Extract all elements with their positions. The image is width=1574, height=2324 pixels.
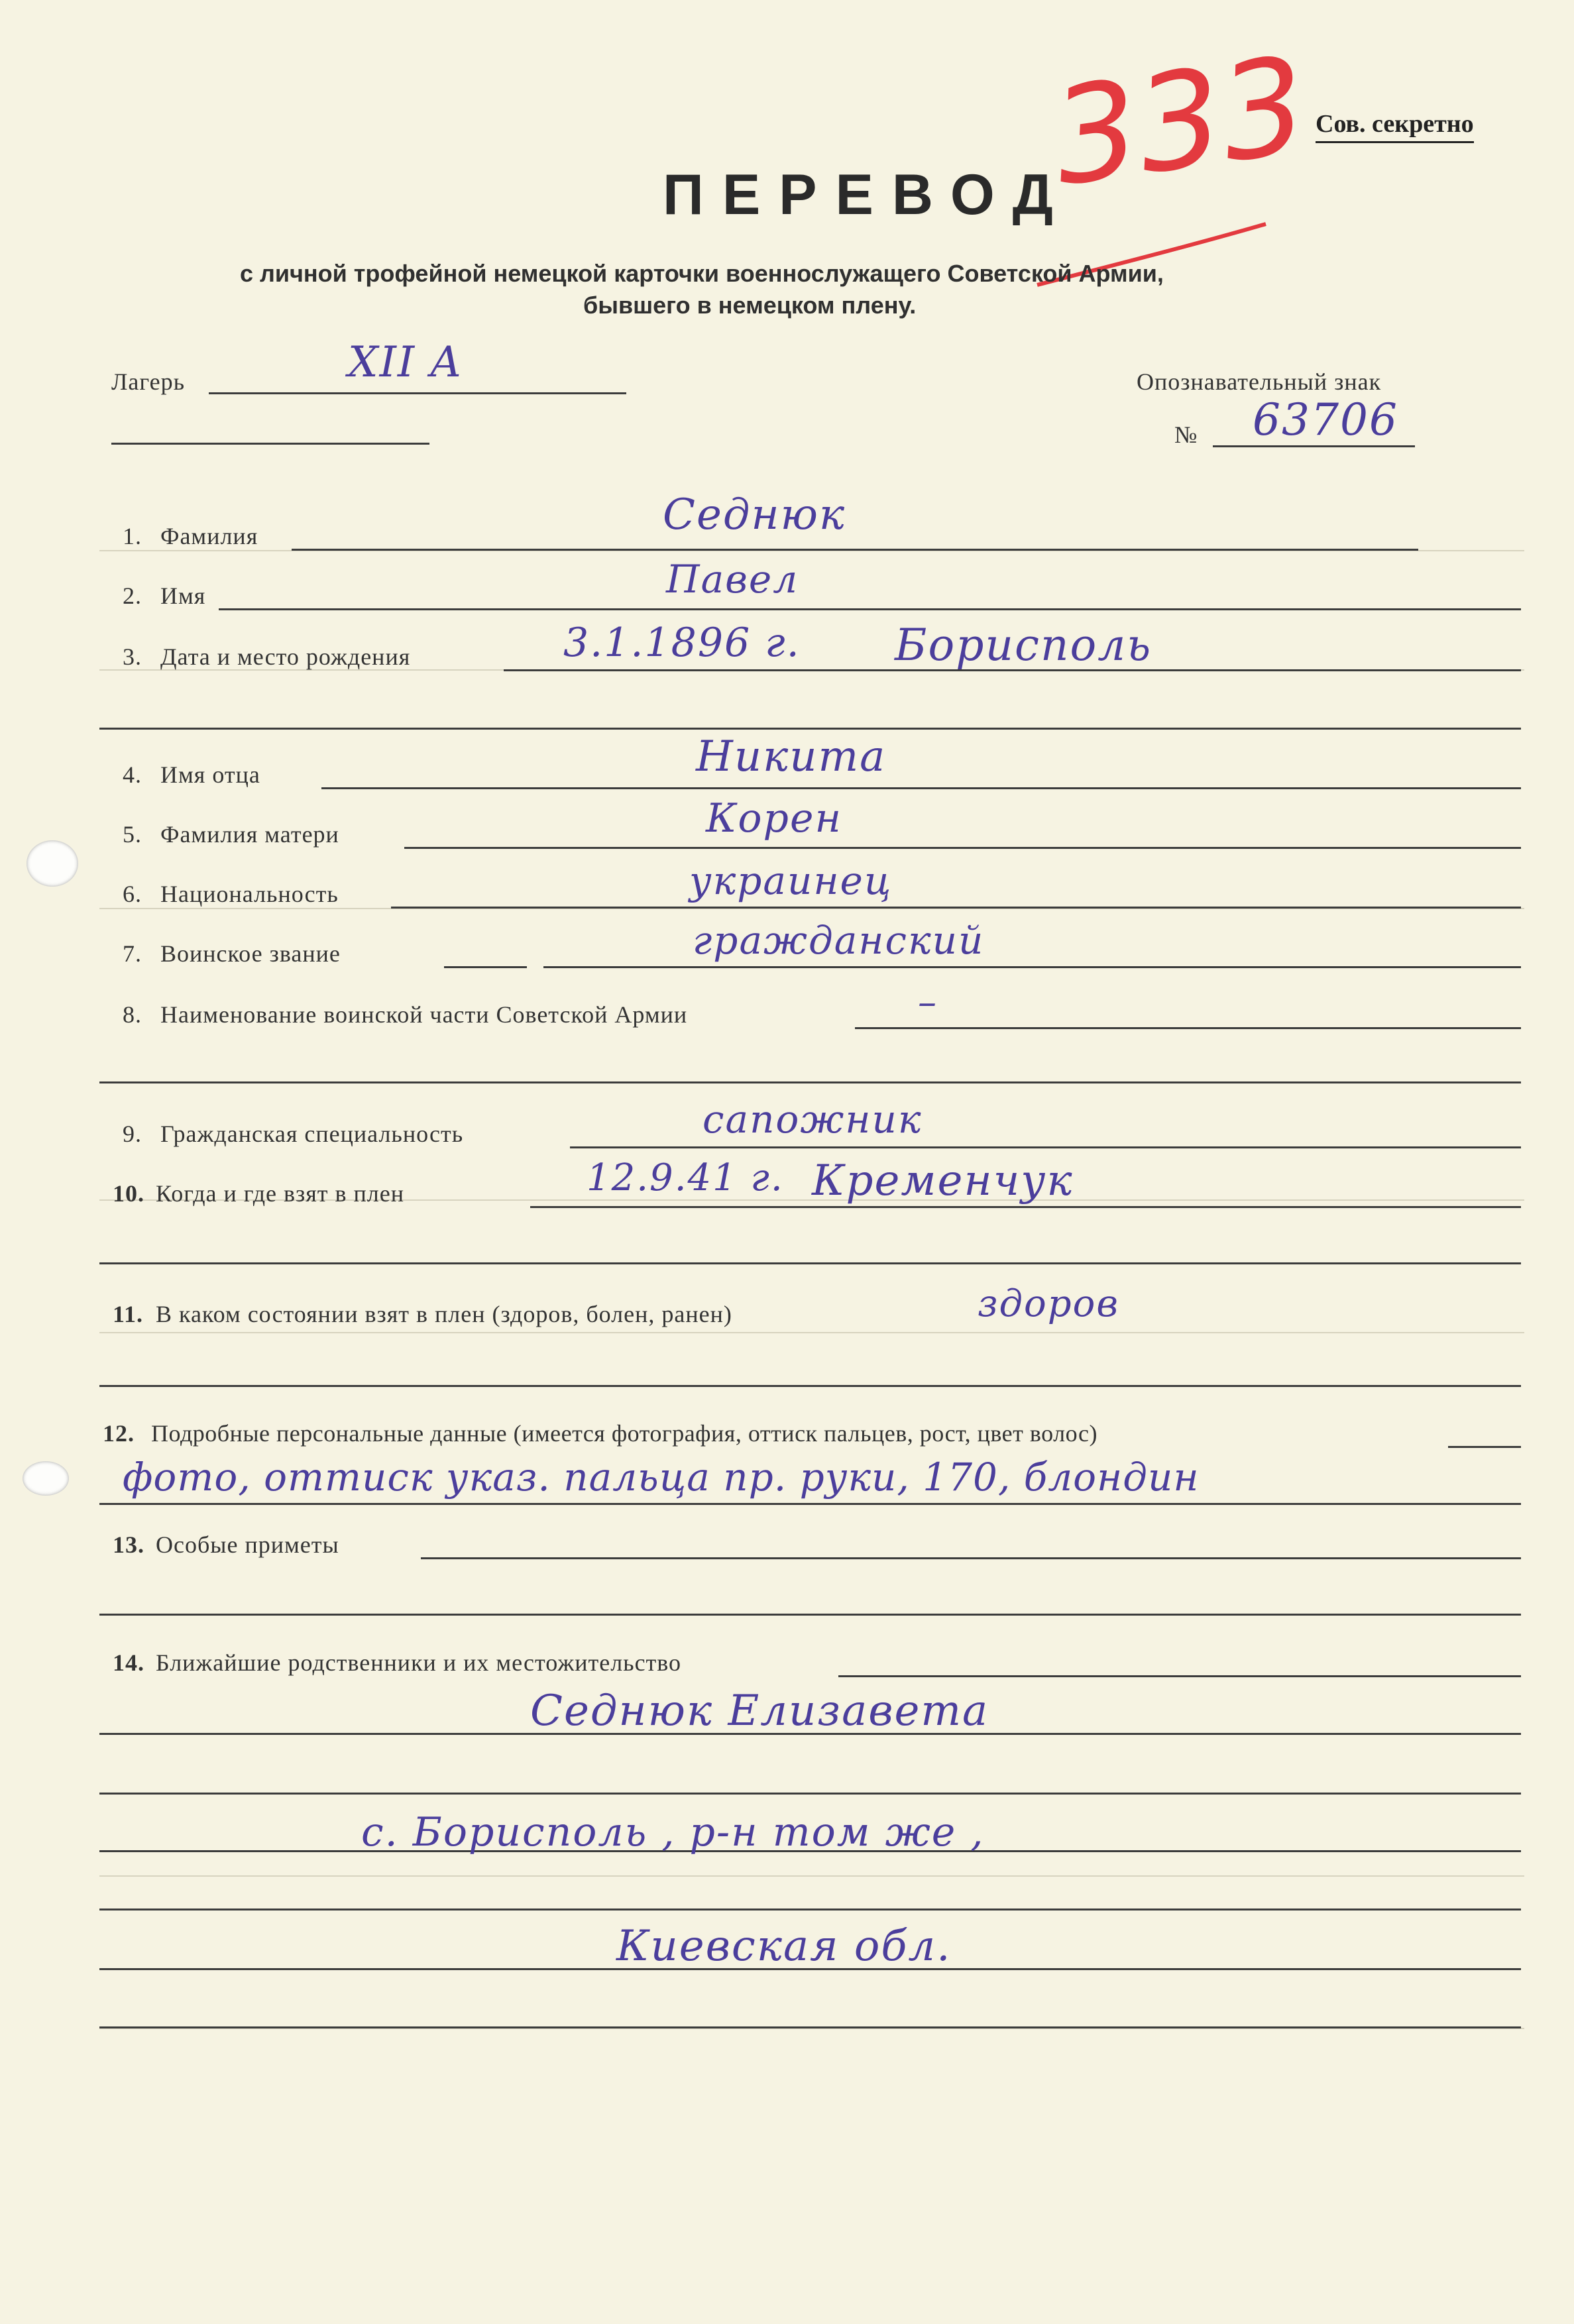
field-10-place: Кременчук (812, 1156, 1074, 1205)
field-1-label: Фамилия (160, 523, 258, 549)
field-12-num: 12. (103, 1420, 135, 1447)
field-4-label: Имя отца (160, 761, 260, 788)
field-7-value: гражданский (693, 918, 985, 963)
field-2-value: Павел (666, 557, 799, 602)
field-3-line-2 (99, 728, 1521, 730)
field-14-line-7 (99, 2026, 1521, 2028)
field-5-num: 5. (123, 821, 142, 848)
field-1-value: Седнюк (663, 490, 846, 539)
field-3-label: Дата и место рождения (160, 643, 411, 670)
field-3-num: 3. (123, 643, 142, 670)
register-number-stamp: 333 (1044, 27, 1316, 216)
field-2-num: 2. (123, 582, 142, 609)
field-11-value: здоров (978, 1282, 1119, 1325)
field-11-num: 11. (113, 1301, 144, 1327)
field-11-label: В каком состоянии взят в плен (здоров, болен, ранен) (156, 1301, 732, 1327)
field-6-num: 6. (123, 881, 142, 907)
field-14-line-5 (99, 1909, 1521, 1910)
field-14-line (838, 1675, 1521, 1677)
field-12-line-2 (99, 1503, 1521, 1505)
field-11-line-2 (99, 1385, 1521, 1387)
camp-line-2 (111, 443, 429, 445)
id-tag-label: Опознавательный знак (1137, 368, 1382, 395)
field-5-value: Корен (706, 795, 842, 842)
field-8-label: Наименование воинской части Советской Армии (160, 1001, 688, 1028)
field-10-line-2 (99, 1262, 1521, 1264)
id-number-sign: № (1174, 421, 1198, 448)
field-9-value: сапожник (703, 1097, 923, 1142)
field-8-line-2 (99, 1081, 1521, 1083)
field-10-num: 10. (113, 1180, 144, 1207)
field-1-line (292, 549, 1418, 551)
field-10-date: 12.9.41 г. (587, 1156, 784, 1199)
field-3-place: Борисполь (895, 620, 1152, 671)
rule (99, 1332, 1524, 1333)
camp-line (209, 392, 626, 394)
field-12-line (1448, 1446, 1521, 1448)
field-14-line-3 (99, 1793, 1521, 1795)
field-5-label: Фамилия матери (160, 821, 339, 848)
classification-mark: Сов. секретно (1316, 109, 1474, 143)
field-13-label: Особые приметы (156, 1531, 339, 1558)
field-13-line (421, 1557, 1521, 1559)
field-13-line-2 (99, 1614, 1521, 1616)
field-4-line (321, 787, 1521, 789)
field-14-relative: Седнюк Елизавета (530, 1687, 989, 1736)
field-7-line-a (444, 966, 527, 968)
field-9-line (570, 1146, 1521, 1148)
field-6-label: Национальность (160, 881, 339, 907)
field-14-label: Ближайшие родственники и их местожительство (156, 1649, 682, 1676)
field-8-line (855, 1027, 1521, 1029)
id-tag-value: 63706 (1253, 394, 1398, 445)
camp-value: XII A (348, 338, 463, 387)
punch-hole (23, 1461, 69, 1496)
field-8-value: – (918, 981, 938, 1024)
field-9-label: Гражданская специальность (160, 1121, 464, 1147)
field-1-num: 1. (123, 523, 142, 549)
rule (99, 1875, 1524, 1877)
field-7-num: 7. (123, 940, 142, 967)
page-title: ПЕРЕВОД (663, 163, 1072, 227)
field-12-label: Подробные персональные данные (имеется фотография, оттиск пальцев, рост, цвет волос) (151, 1420, 1097, 1447)
field-2-line (219, 608, 1521, 610)
field-14-region: Киевская обл. (616, 1922, 952, 1971)
subtitle-line-2: бывшего в немецком плену. (583, 292, 917, 319)
field-4-num: 4. (123, 761, 142, 788)
field-10-label: Когда и где взят в плен (156, 1180, 405, 1207)
field-14-num: 14. (113, 1649, 144, 1676)
field-13-num: 13. (113, 1531, 144, 1558)
field-6-value: украинец (689, 858, 893, 903)
field-8-num: 8. (123, 1001, 142, 1028)
field-5-line (404, 847, 1521, 849)
field-14-address: с. Борисполь , р-н том же , (361, 1809, 985, 1855)
camp-label: Лагерь (111, 368, 186, 395)
field-7-line-b (543, 966, 1521, 968)
punch-hole (27, 840, 78, 887)
id-tag-line (1213, 445, 1415, 447)
subtitle-line-1: с личной трофейной немецкой карточки военнослужащего Советской Армии, (240, 260, 1164, 287)
field-4-value: Никита (696, 732, 887, 781)
field-7-label: Воинское звание (160, 940, 341, 967)
field-9-num: 9. (123, 1121, 142, 1147)
field-3-date: 3.1.1896 г. (563, 620, 801, 666)
field-10-line (530, 1206, 1521, 1208)
field-12-value: фото, оттиск указ. пальца пр. руки, 170, блондин (123, 1455, 1200, 1500)
field-2-label: Имя (160, 582, 206, 609)
field-6-line (391, 907, 1521, 909)
